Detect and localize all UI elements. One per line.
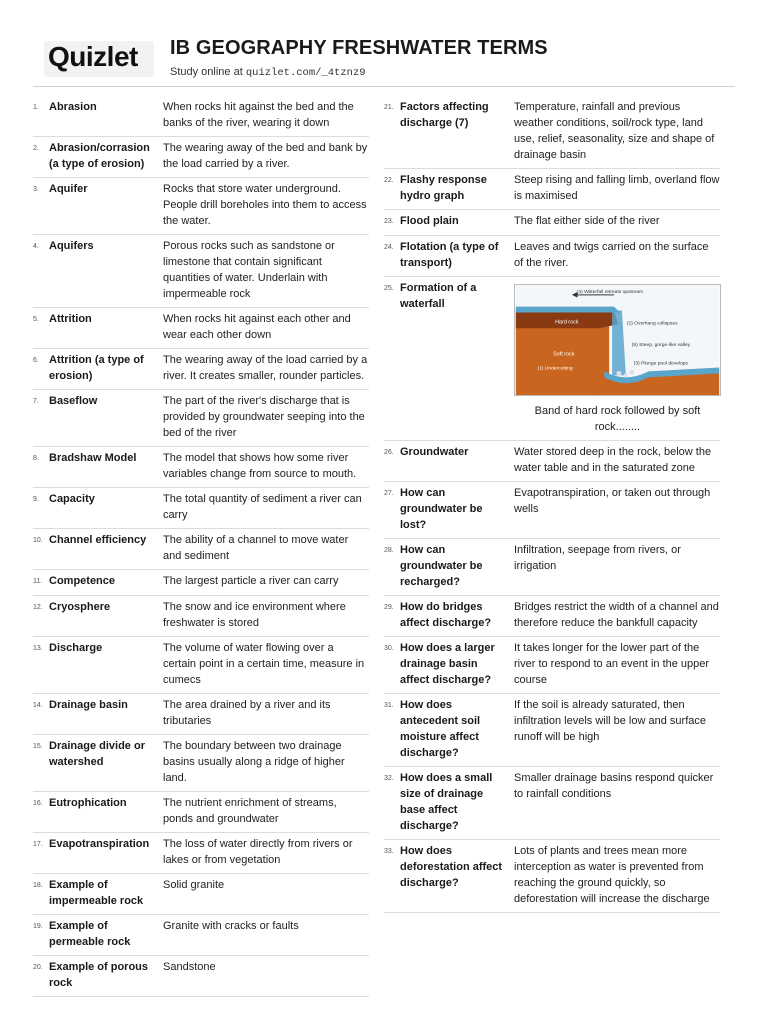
term-definition: Sandstone [163,961,216,973]
term-row [33,637,369,694]
term-name: Channel efficiency [49,534,147,546]
term-row [384,441,720,482]
term-row [33,735,369,792]
term-name: How can groundwater be lost? [400,487,483,531]
term-definition: Leaves and twigs carried on the surface of the river. [514,241,709,269]
right-terms-b [384,441,720,913]
term-row [33,349,369,390]
term-name: Bradshaw Model [49,452,137,464]
term-definition: The boundary between two drainage basins usually along a ridge of higher land. [163,740,345,784]
term-number: 9. [33,496,39,503]
term-number: 20. [33,964,43,971]
term-row [33,915,369,956]
study-url-link[interactable]: quizlet.com/_4tznz9 [245,67,366,79]
term-row [384,482,720,539]
term-definition: The flat either side of the river [514,215,660,227]
waterfall-diagram [514,284,721,396]
waterfall-caption: Band of hard rock followed by soft rock........ [534,405,701,433]
term-number: 28. [384,547,394,554]
term-name: How does antecedent soil moisture affect discharge? [400,699,481,759]
term-definition: Solid granite [163,879,225,891]
term-row [384,637,720,694]
right-term-column [384,96,720,913]
label-gorge: (5) Steep, gorge-like valley [631,342,691,348]
term-row [33,96,369,137]
term-row [33,874,369,915]
rock-fragment [624,373,628,377]
term-definition: The wearing away of the bed and bank by the load carried by a river. [163,142,368,170]
term-row [384,236,720,277]
term-number: 16. [33,800,43,807]
term-name: Example of permeable rock [49,920,131,948]
right-terms-a [384,96,720,277]
term-definition: The loss of water directly from rivers or lakes or from vegetation [163,838,353,866]
term-number: 3. [33,186,39,193]
term-number: 6. [33,357,39,364]
term-definition: The volume of water flowing over a certain point in a certain time, measure in cumecs [163,642,365,686]
rock-fragment [629,370,634,375]
label-undercut: (1) Undercutting [537,366,573,372]
term-name: How can groundwater be recharged? [400,544,483,588]
upper-river [516,307,620,313]
term-name: How do bridges affect discharge? [400,601,492,629]
term-definition: The part of the river's discharge that is provided by groundwater seeping into the bed of the river [163,395,365,439]
term-row [33,235,369,308]
term-number: 19. [33,923,43,930]
term-definition: Bridges restrict the width of a channel and therefore reduce the bankfull capacity [514,601,719,629]
term-number: 12. [33,604,43,611]
term-name: Flotation (a type of transport) [400,241,499,269]
term-definition: It takes longer for the lower part of the river to respond to an event in the upper course [514,642,710,686]
label-hard-rock: Hard rock [555,319,579,326]
term-name: Flashy response hydro graph [400,174,487,202]
term-row [33,694,369,735]
rock-fragment [617,371,622,376]
term-row [384,169,720,210]
term-name: Factors affecting discharge (7) [400,101,489,129]
term-name: Cryosphere [49,601,111,613]
term-name: Groundwater [400,446,469,458]
term-row [384,840,720,913]
label-overhang: (2) Overhang collapses [626,321,678,327]
term-number: 32. [384,775,394,782]
term-number: 30. [384,645,394,652]
term-row [384,96,720,169]
logo-text: Quizlet [48,41,138,72]
page-title: IB GEOGRAPHY FRESHWATER TERMS [170,37,548,59]
label-plunge-pool: (3) Plunge pool develops [633,361,688,367]
term-number: 27. [384,490,394,497]
term-definition: When rocks hit against each other and wear each other down [163,313,351,341]
term-row [384,539,720,596]
term-name: Competence [49,575,116,587]
term-number: 2. [33,145,39,152]
term-row [384,596,720,637]
term-row [384,210,720,236]
term-number: 24. [384,244,394,251]
label-soft-rock: Soft rock [553,351,575,358]
term-row-waterfall [384,277,720,441]
term-definition: Rocks that store water underground. People drill boreholes into them to access the water. [163,183,367,227]
term-name: Eutrophication [49,797,127,809]
term-definition: The model that shows how some river variables change from source to mouth. [163,452,357,480]
term-name: Flood plain [400,215,459,227]
term-definition [514,280,721,435]
study-online-line [170,66,366,79]
header-divider [33,86,735,87]
term-definition: When rocks hit against the bed and the banks of the river, wearing it down [163,101,354,129]
label-retreat: (4) Waterfall retreats upstream [576,289,644,295]
term-row [33,178,369,235]
term-number: 8. [33,455,39,462]
term-number: 33. [384,848,394,855]
term-definition: The total quantity of sediment a river can carry [163,493,362,521]
term-name: How does a small size of drainage base affect discharge? [400,772,493,832]
term-number: 18. [33,882,43,889]
term-definition: The wearing away of the load carried by a river. It creates smaller, rounder particles. [163,354,368,382]
term-name: How does deforestation affect discharge? [400,845,503,889]
term-number: 23. [384,218,394,225]
term-name: Evapotranspiration [49,838,150,850]
term-definition: The largest particle a river can carry [163,575,339,587]
term-name: Example of porous rock [49,961,149,989]
term-name: Attrition (a type of erosion) [49,354,144,382]
term-name: Abrasion/corrasion (a type of erosion) [49,142,150,170]
term-definition: The nutrient enrichment of streams, ponds and groundwater [163,797,337,825]
term-number: 14. [33,702,43,709]
term-row [384,694,720,767]
term-name: Drainage divide or watershed [49,740,145,768]
term-number: 5. [33,316,39,323]
term-row [33,833,369,874]
term-name: Attrition [49,313,92,325]
term-number: 4. [33,243,39,250]
term-row [33,956,369,997]
left-term-column [33,96,369,997]
term-number: 13. [33,645,43,652]
study-prefix: Study online at [170,66,243,78]
term-definition: Smaller drainage basins respond quicker to rainfall conditions [514,772,714,800]
term-row [33,570,369,596]
term-row [33,792,369,833]
term-name: Formation of a waterfall [400,282,477,310]
term-row [33,308,369,349]
quizlet-logo [44,41,154,77]
term-name: How does a larger drainage basin affect discharge? [400,642,495,686]
term-definition: The ability of a channel to move water and sediment [163,534,349,562]
term-number: 21. [384,104,394,111]
term-definition: If the soil is already saturated, then infiltration levels will be low and surface runoff will be high [514,699,706,743]
term-name: Capacity [49,493,95,505]
term-number: 31. [384,702,394,709]
term-name: Example of impermeable rock [49,879,144,907]
term-row [384,767,720,840]
term-number: 7. [33,398,39,405]
term-name: Discharge [49,642,103,654]
term-definition: Infiltration, seepage from rivers, or irrigation [514,544,681,572]
term-number: 17. [33,841,43,848]
term-definition: The snow and ice environment where freshwater is stored [163,601,346,629]
term-definition: Steep rising and falling limb, overland flow is maximised [514,174,720,202]
term-definition: Evapotranspiration, or taken out through wells [514,487,711,515]
term-row [33,137,369,178]
term-name: Baseflow [49,395,98,407]
term-row [33,488,369,529]
term-name: Aquifers [49,240,94,252]
term-number: 29. [384,604,394,611]
term-row [33,390,369,447]
term-definition: Water stored deep in the rock, below the water table and in the saturated zone [514,446,712,474]
term-name: Abrasion [49,101,97,113]
term-number: 22. [384,177,394,184]
term-definition: The area drained by a river and its tributaries [163,699,331,727]
term-number: 11. [33,578,43,585]
term-number: 10. [33,537,43,544]
term-row [33,596,369,637]
term-number: 25. [384,285,394,292]
term-definition: Granite with cracks or faults [163,920,299,932]
term-number: 15. [33,743,43,750]
term-name: Drainage basin [49,699,128,711]
term-definition: Temperature, rainfall and previous weather conditions, soil/rock type, land use, relief, seasonality, size and shape of drainage basin [514,101,715,161]
term-name: Aquifer [49,183,88,195]
term-definition: Lots of plants and trees mean more interception as water is prevented from reaching the ground quickly, so deforestation will increase the discharge [514,845,710,905]
term-number: 1. [33,104,39,111]
term-number: 26. [384,449,394,456]
term-row [33,529,369,570]
term-row [33,447,369,488]
term-definition: Porous rocks such as sandstone or limestone that contain significant quantities of water. Underlain with impermeable rock [163,240,335,300]
